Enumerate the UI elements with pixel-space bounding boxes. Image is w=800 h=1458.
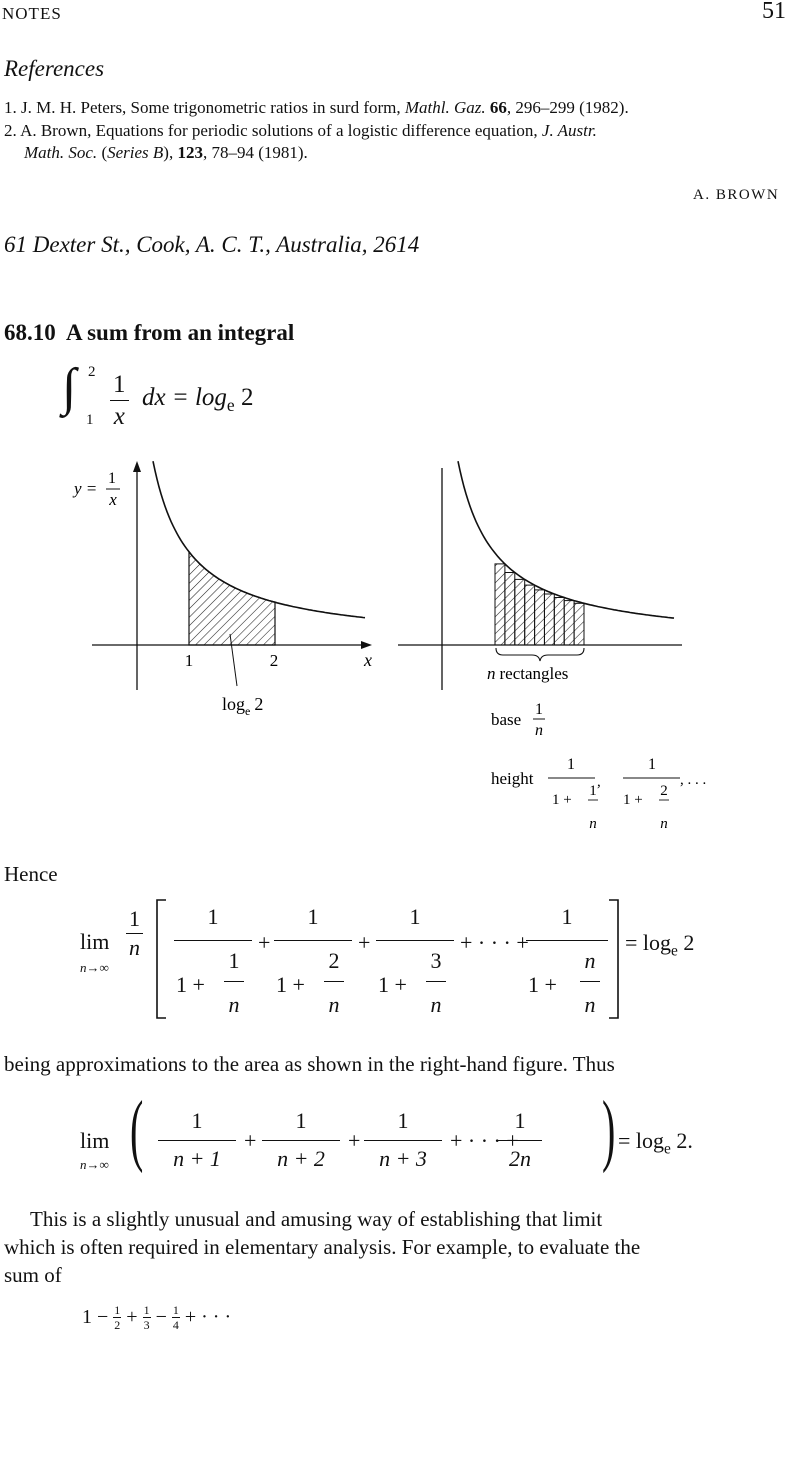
height-1-den-den: n bbox=[589, 816, 597, 832]
eq2-dots: + · · · + bbox=[450, 1128, 519, 1153]
reference-1-num: 1. bbox=[4, 98, 17, 117]
eq2-left-paren: ( bbox=[130, 1086, 144, 1174]
eq1-term-den-a: 1 + bbox=[176, 972, 205, 997]
x-axis-label: x bbox=[364, 650, 372, 670]
series-op-3: − bbox=[155, 1306, 167, 1328]
approximation-rectangle bbox=[525, 585, 535, 645]
eq2-term-den: 2n bbox=[509, 1146, 531, 1171]
reference-2-rest: , 78–94 (1981). bbox=[202, 143, 308, 162]
eq2-lim-sub: n→∞ bbox=[80, 1157, 109, 1172]
y-label-num: 1 bbox=[108, 470, 116, 487]
eq1-term-num: 1 bbox=[561, 904, 573, 929]
approximation-rectangle bbox=[544, 594, 554, 645]
eq2-term-bar bbox=[158, 1140, 236, 1141]
area-label-log: log bbox=[222, 694, 246, 714]
eq1-rhs-log: = log bbox=[625, 930, 672, 955]
approximation-rectangle bbox=[505, 573, 515, 646]
eq1-term-den-den: n bbox=[328, 992, 340, 1017]
height-2-num: 1 bbox=[648, 756, 656, 773]
author-name: A. BROWN bbox=[693, 187, 780, 203]
eq1-plus: + bbox=[358, 930, 371, 955]
eq1-term-num: 1 bbox=[307, 904, 319, 929]
base-num: 1 bbox=[535, 701, 543, 718]
eq2-term bbox=[158, 1102, 236, 1182]
eq1-left-bracket bbox=[154, 898, 168, 1020]
n-rectangles-n: n bbox=[487, 664, 496, 683]
eq1-term-bar bbox=[274, 940, 352, 941]
height-1-den-a: 1 + bbox=[552, 792, 572, 808]
area-label-sub: e bbox=[245, 704, 251, 718]
height-2-den-den: n bbox=[660, 816, 668, 832]
eq1-term-den-a: 1 + bbox=[276, 972, 305, 997]
eq2-term bbox=[262, 1102, 340, 1182]
eq1-term-den-den: n bbox=[430, 992, 442, 1017]
approximation-rectangle bbox=[495, 564, 505, 645]
tick-1: 1 bbox=[184, 651, 194, 670]
paragraph-line-1: This is a slightly unusual and amusing way of establishing that limit bbox=[30, 1207, 603, 1231]
eq2-plus: + bbox=[244, 1128, 257, 1153]
series-term-3 bbox=[172, 1304, 180, 1331]
approximation-rectangle bbox=[535, 590, 545, 645]
series-term-1-den: 2 bbox=[114, 1318, 121, 1332]
page-number: 51 bbox=[762, 0, 786, 24]
eq2-term bbox=[364, 1102, 442, 1182]
series-term-2-den: 3 bbox=[143, 1318, 150, 1332]
integral-rhs bbox=[142, 384, 253, 416]
eq2-term-den: n + 1 bbox=[173, 1146, 221, 1171]
eq1-dots: + · · · + bbox=[460, 930, 529, 955]
eq1-prefactor-num: 1 bbox=[126, 908, 143, 934]
series-term-3-den: 4 bbox=[172, 1318, 179, 1332]
eq1-lim bbox=[80, 931, 109, 953]
eq1-lim-word: lim bbox=[80, 929, 110, 954]
eq1-term-den-num: 3 bbox=[430, 948, 442, 973]
left-graph bbox=[72, 461, 372, 718]
reference-2-series-close: ), bbox=[163, 143, 178, 162]
area-label-tail: 2 bbox=[254, 694, 264, 714]
reference-1 bbox=[4, 98, 629, 118]
reference-2-series: Series B bbox=[107, 143, 164, 162]
tick-2: 2 bbox=[269, 651, 279, 670]
references-heading: References bbox=[4, 56, 105, 81]
author-address: 61 Dexter St., Cook, A. C. T., Australia, 2614 bbox=[4, 232, 420, 257]
section-heading: 68.10 A sum from an integral bbox=[4, 320, 295, 345]
eq1-prefactor bbox=[126, 908, 143, 959]
area-label bbox=[222, 694, 263, 718]
reference-1-text: J. M. H. Peters, Some trigonometric ratios in surd form, bbox=[21, 98, 405, 117]
reference-2-num: 2. bbox=[4, 121, 17, 140]
approximation-rectangle bbox=[574, 603, 584, 645]
integral-value: 2 bbox=[240, 384, 254, 411]
eq2-term-num: 1 bbox=[295, 1108, 307, 1133]
eq1-term-num: 1 bbox=[409, 904, 421, 929]
paragraph-line-3: sum of bbox=[4, 1263, 62, 1287]
reference-1-rest: , 296–299 (1982). bbox=[506, 98, 629, 117]
eq1-prefactor-den: n bbox=[129, 935, 140, 960]
reference-1-volume: 66 bbox=[489, 98, 507, 117]
right-curve bbox=[458, 461, 674, 618]
reference-2-volume: 123 bbox=[177, 143, 203, 162]
reference-2 bbox=[4, 121, 794, 141]
series-tail: + · · · bbox=[184, 1306, 232, 1328]
eq1-term-den-den: n bbox=[584, 992, 596, 1017]
eq1-term-den-bar bbox=[580, 981, 600, 982]
integral-lower: 1 bbox=[86, 412, 94, 428]
height-tail: , . . . bbox=[680, 772, 707, 788]
y-label-y: y = bbox=[74, 479, 98, 498]
left-y-arrow bbox=[133, 461, 141, 472]
y-label-den: x bbox=[109, 490, 117, 509]
eq1-term-den-a: 1 + bbox=[378, 972, 407, 997]
eq2-rhs-tail: 2. bbox=[676, 1128, 693, 1153]
integral-numerator: 1 bbox=[110, 372, 129, 401]
base-den: n bbox=[535, 722, 543, 739]
right-graph bbox=[398, 461, 706, 832]
eq1-term-den-den: n bbox=[228, 992, 240, 1017]
reference-2-line2 bbox=[24, 143, 308, 163]
alternating-series bbox=[82, 1304, 231, 1331]
eq1-term-bar bbox=[376, 940, 454, 941]
integral-sign: ∫ bbox=[62, 359, 77, 416]
eq1-term bbox=[522, 898, 612, 1020]
reference-2-series-open: ( bbox=[97, 143, 108, 162]
eq1-term-num: 1 bbox=[207, 904, 219, 929]
series-term-2 bbox=[143, 1304, 151, 1331]
series-term-1 bbox=[113, 1304, 121, 1331]
reference-2-journal: J. Austr. bbox=[541, 121, 597, 140]
approximation-rectangle bbox=[564, 601, 574, 645]
eq1-term-den-bar bbox=[426, 981, 446, 982]
eq2-plus: + bbox=[348, 1128, 361, 1153]
height-1-num: 1 bbox=[567, 756, 575, 773]
paragraph-line-2: which is often required in elementary analysis. For example, to evaluate the bbox=[4, 1235, 641, 1259]
integral-dx: dx = log bbox=[142, 384, 227, 411]
eq1-term-den-num: 2 bbox=[328, 948, 340, 973]
eq1-lim-sub: n→∞ bbox=[80, 960, 109, 975]
series-term-1-num: 1 bbox=[114, 1303, 121, 1317]
eq2-rhs-sub: e bbox=[664, 1140, 671, 1158]
eq1-plus: + bbox=[258, 930, 271, 955]
integral-log-base: e bbox=[226, 395, 235, 416]
eq2-term-num: 1 bbox=[397, 1108, 409, 1133]
eq1-term-den-a: 1 + bbox=[528, 972, 557, 997]
base-label: base bbox=[491, 710, 522, 729]
series-term-3-num: 1 bbox=[172, 1303, 179, 1317]
left-x-arrow bbox=[361, 641, 372, 649]
height-1-den-num: 1 bbox=[589, 783, 597, 799]
eq1-term-bar bbox=[174, 940, 252, 941]
eq1-rhs-sub: e bbox=[671, 942, 678, 960]
eq1-term bbox=[270, 898, 356, 1020]
height-label: height bbox=[491, 769, 534, 788]
left-curve bbox=[153, 461, 365, 618]
eq2-term-num: 1 bbox=[514, 1108, 526, 1133]
reference-2-journal-line2: Math. Soc. bbox=[24, 143, 98, 162]
rectangles-brace bbox=[496, 648, 584, 661]
integral-upper: 2 bbox=[88, 364, 96, 380]
hence-text: Hence bbox=[4, 862, 58, 886]
eq1-term-den-num: n bbox=[584, 948, 596, 973]
height-2-den-num: 2 bbox=[660, 783, 668, 799]
eq2-term-bar bbox=[262, 1140, 340, 1141]
eq1-term bbox=[372, 898, 458, 1020]
reference-1-journal: Mathl. Gaz. bbox=[404, 98, 486, 117]
eq2-term-den: n + 2 bbox=[277, 1146, 325, 1171]
eq1-term bbox=[170, 898, 256, 1020]
approximation-rectangle bbox=[554, 598, 564, 646]
height-2-den-a: 1 + bbox=[623, 792, 643, 808]
eq2-right-paren: ) bbox=[602, 1086, 616, 1174]
being-text: being approximations to the area as shown in the right-hand figure. Thus bbox=[4, 1052, 615, 1076]
eq2-rhs-log: = log bbox=[618, 1128, 665, 1153]
series-lead: 1 − bbox=[82, 1306, 109, 1328]
rectangles bbox=[495, 564, 584, 645]
eq2-term-bar bbox=[364, 1140, 442, 1141]
eq2-rhs bbox=[618, 1130, 693, 1157]
series-op-2: + bbox=[126, 1306, 138, 1328]
eq1-term-den-bar bbox=[224, 981, 244, 982]
eq2-lim: lim bbox=[80, 1128, 110, 1153]
height-comma: , bbox=[597, 774, 601, 790]
eq1-term-den-bar bbox=[324, 981, 344, 982]
integral-fraction bbox=[110, 372, 129, 429]
series-term-2-num: 1 bbox=[143, 1303, 150, 1317]
eq1-term-bar bbox=[526, 940, 608, 941]
n-rectangles-text: rectangles bbox=[499, 664, 569, 683]
integral-denominator: x bbox=[113, 403, 125, 430]
reference-2-text: A. Brown, Equations for periodic solutions of a logistic difference equation, bbox=[20, 121, 542, 140]
eq2-term-num: 1 bbox=[191, 1108, 203, 1133]
approximation-rectangle bbox=[515, 579, 525, 645]
eq1-rhs-tail: 2 bbox=[683, 930, 695, 955]
running-title: NOTES bbox=[2, 4, 62, 23]
eq1-rhs bbox=[625, 932, 694, 959]
figure bbox=[0, 455, 800, 845]
eq1-term-den-num: 1 bbox=[228, 948, 240, 973]
n-rectangles-label bbox=[487, 664, 568, 683]
eq2-term-den: n + 3 bbox=[379, 1146, 427, 1171]
